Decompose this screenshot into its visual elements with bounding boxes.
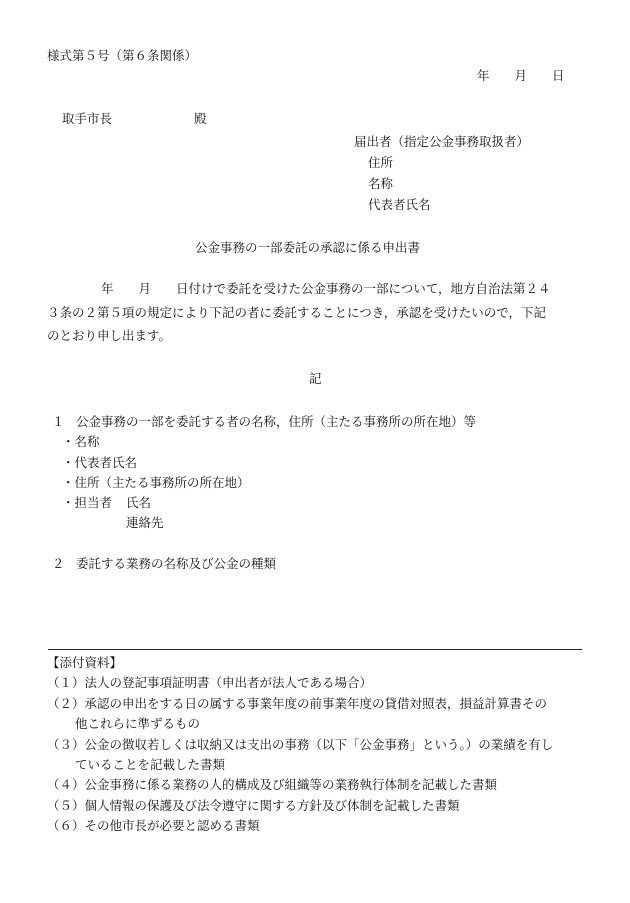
section2-number: ２ <box>52 556 65 571</box>
section1-item-representative: ・代表者氏名 <box>62 455 138 470</box>
section1-item-name: ・名称 <box>62 434 100 449</box>
applicant-name-label: 名称 <box>368 176 394 191</box>
attachment-item-2: （２）承認の申出をする日の属する事業年度の前事業年度の貸借対照表，損益計算書その <box>47 696 548 711</box>
applicant-address-label: 住所 <box>368 155 394 170</box>
section1-contact-name: 氏名 <box>126 495 152 510</box>
attachment-item-4: （４）公金事務に係る業務の人的構成及び組織等の業務執行体制を記載した書類 <box>47 777 498 792</box>
attachment-item-2-cont: 他これらに準ずるもの <box>75 716 201 731</box>
section1-item-address: ・住所（主たる事務所の所在地） <box>62 475 250 490</box>
body-line-1: 年 月 日付けで委託を受けた公金事務の一部について，地方自治法第２４ <box>101 281 551 296</box>
attachment-item-6: （６）その他市長が必要と認める書類 <box>47 818 260 833</box>
attachment-item-3: （３）公金の徴収若しくは収納又は支出の事務（以下「公金事務」という。）の業績を有し <box>47 737 554 752</box>
section1-heading: 公金事務の一部を委託する者の名称，住所（主たる事務所の所在地）等 <box>76 414 477 429</box>
date-line: 年 月 日 <box>477 68 565 83</box>
attachment-item-3-cont: ていることを記載した書類 <box>75 757 226 772</box>
section2-heading: 委託する業務の名称及び公金の種類 <box>76 556 277 571</box>
applicant-representative-label: 代表者氏名 <box>368 197 431 212</box>
addressee-name: 取手市長 <box>62 111 113 126</box>
attachments-divider <box>48 649 582 650</box>
ki-heading: 記 <box>309 371 322 386</box>
applicant-role: 届出者（指定公金事務取扱者） <box>354 134 530 149</box>
attachment-item-1: （１）法人の登記事項証明書（申出者が法人である場合） <box>47 675 373 690</box>
body-line-2: ３条の２第５項の規定により下記の者に委託することにつき，承認を受けたいので，下記 <box>47 305 547 320</box>
addressee-honorific: 殿 <box>194 111 207 126</box>
attachment-item-5: （５）個人情報の保護及び法令遵守に関する方針及び体制を記載した書類 <box>47 798 460 813</box>
section1-item-contact-person: ・担当者 <box>62 495 113 510</box>
form-number: 様式第５号（第６条関係） <box>47 48 198 63</box>
body-line-3: のとおり申し出ます。 <box>47 328 172 343</box>
section1-contact-phone: 連絡先 <box>126 515 164 530</box>
document-title: 公金事務の一部委託の承認に係る申出書 <box>195 240 421 255</box>
section1-number: １ <box>52 414 65 429</box>
attachments-heading: 【添付資料】 <box>47 655 123 670</box>
